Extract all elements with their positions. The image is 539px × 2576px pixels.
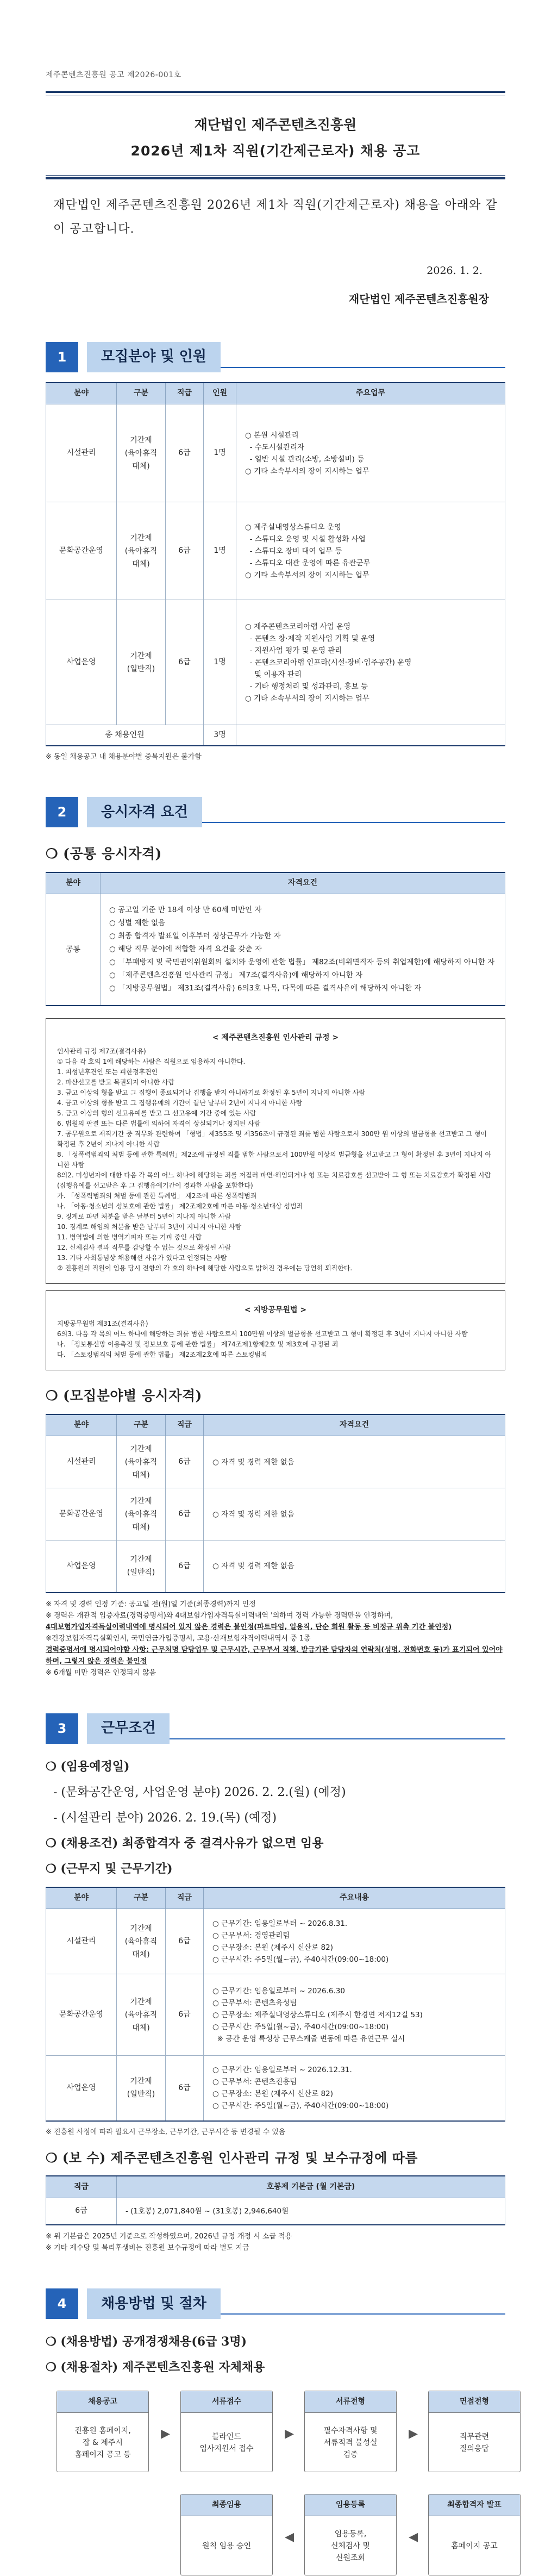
cell-line: - 기타 행정처리 및 성과관리, 홍보 등 (245, 682, 368, 691)
cell-line: ○ 근무기간: 임용일로부터 ~ 2026.12.31. (212, 2066, 352, 2075)
regulation-line: 9. 징계로 파면 처분을 받은 날부터 5년이 지나지 아니한 사람 (57, 1213, 231, 1220)
regulation-line: ② 진흥원의 직원이 임용 당시 전항의 각 호의 하나에 해당한 사람으로 밝혀진 경우에는 당연히 퇴직한다. (57, 1264, 353, 1272)
organization-name: 재단법인 제주콘텐츠진흥원 (194, 117, 357, 133)
grade-cell: 6급 (166, 1909, 204, 1974)
duties-cell (236, 502, 505, 600)
condition-line: ❍ (근무지 및 근무기간) (46, 1861, 173, 1876)
cell-line: 및 이용자 관리 (245, 670, 302, 679)
section-number: 4 (46, 2288, 78, 2319)
hiring-method-lines (46, 2333, 505, 2377)
table-row (46, 1436, 505, 1488)
column-header: 직급 (46, 2176, 117, 2198)
column-header: 분야 (46, 1414, 117, 1436)
note-line: ※ 경력은 개관적 입증자료(경력증명서)와 4대보험가입자격득실이력내역 '의하여 경력 가능한 경력만을 인정하며, (46, 1611, 393, 1620)
column-header: 직급 (166, 383, 204, 404)
section-rule (170, 1713, 505, 1739)
requirement-cell: ○ 자격 및 경력 제한 없음 (204, 1488, 505, 1540)
type-cell: 기간제 (일반직) (117, 1540, 166, 1593)
field-cell: 문화공간운영 (46, 502, 117, 600)
regulation-line: 8의2. 미성년자에 대한 다음 각 목의 어느 하나에 해당하는 죄를 저질러 파면·해임되거나 형 또는 치료감호를 선고받아 그 형 또는 치료감호가 확정된 사람(집행유예를 선고받은 후 그 집행유예기간이 경과한 사람을 포함한다) (57, 1171, 491, 1189)
column-header: 인원 (204, 383, 236, 404)
cell-line: ○ 제주실내영상스튜디오 운영 (245, 522, 341, 532)
column-header: 분야 (46, 872, 101, 894)
regulation-line: 가. 「성폭력범죄의 처벌 등에 관한 특례법」 제2조에 따른 성폭력범죄 (57, 1192, 257, 1200)
grade-cell: 6급 (166, 1974, 204, 2056)
total-empty (236, 725, 505, 746)
hiring-flow-row-1 (57, 2391, 505, 2472)
table-row (46, 2056, 505, 2121)
cell-line: ○ 기타 소속부서의 장이 지시하는 업무 (245, 694, 369, 703)
type-cell: 기간제 (육아휴직 대체) (117, 1974, 166, 2056)
issuer-name: 재단법인 제주콘텐츠진흥원장 (348, 292, 489, 305)
flow-step-title: 최종합격자 발표 (429, 2494, 520, 2516)
field-qualification-heading: ❍ (모집분야별 응시자격) (46, 1388, 202, 1404)
regulation-line: 13. 기타 사회통념상 채용해선 사유가 있다고 인정되는 사람 (57, 1254, 227, 1262)
type-cell: 기간제 (일반직) (117, 2056, 166, 2121)
work-condition-note: ※ 진흥원 사정에 따라 필요시 근무장소, 근무기간, 근무시간 등 변경될 수 있음 (46, 2128, 286, 2136)
cell-line: ※ 공간 운영 특성상 근무스케쥴 변동에 따른 유연근무 실시 (212, 2034, 405, 2043)
flow-step-title: 서류전형 (305, 2391, 396, 2413)
cell-line: ○ 근무부서: 콘텐츠육성팀 (212, 1998, 297, 2007)
table-row (46, 600, 505, 725)
flow-step-body: 임용등록, 신체검사 및 신원조회 (330, 2530, 371, 2562)
count-cell: 1명 (204, 404, 236, 502)
common-qualification-heading: ❍ (공통 응시자격) (46, 846, 162, 862)
pay-notes (46, 2231, 505, 2254)
box-title: < 제주콘텐츠진흥원 인사관리 규정 > (212, 1033, 339, 1042)
flow-step-card (57, 2391, 170, 2472)
count-cell: 1명 (204, 600, 236, 725)
cell-line: ○ 기타 소속부서의 장이 지시하는 업무 (245, 466, 369, 476)
requirement-cell: ○ 자격 및 경력 제한 없음 (204, 1436, 505, 1488)
flow-step-card (428, 2391, 521, 2472)
notice-title: 2026년 제1차 직원(기간제근로자) 채용 공고 (130, 142, 421, 159)
recruitment-table (46, 382, 505, 746)
regulation-line: 10. 징계로 해임의 처분을 받은 날부터 3년이 지나지 아니한 사람 (57, 1223, 242, 1231)
pay-note: ※ 기타 제수당 및 복리후생비는 진흥원 보수규정에 따라 별도 지급 (46, 2244, 249, 2252)
section-3-heading (46, 1713, 505, 1744)
column-header: 직급 (166, 1887, 204, 1909)
cell-line: - 콘텐츠 창·제작 지원사업 기획 및 운영 (245, 634, 375, 643)
cell-line: - 스튜디오 대관 운영에 따른 유관군무 (245, 558, 371, 567)
conditions-cell (204, 1974, 505, 2056)
pay-grade-cell: 6급 (46, 2198, 117, 2225)
column-header: 자격요건 (101, 872, 505, 894)
condition-line: ❍ (임용예정일) (46, 1759, 130, 1774)
requirement-item: ○ 「부패방지 및 국민권익위원회의 설치와 운영에 관한 법률」 제82조(비위면직자 등의 취업제한)에 해당하지 아니한 자 (109, 958, 495, 966)
flow-step-card (180, 2391, 294, 2472)
intro-text: 재단법인 제주콘텐츠진흥원 2026년 제1차 직원(기간제근로자) 채용을 아래와 같이 공고합니다. (53, 198, 498, 236)
field-qualification-body (46, 1436, 505, 1593)
regulation-line: 2. 파산선고를 받고 복권되지 아니한 사람 (57, 1078, 174, 1086)
pay-heading: ❍ (보 수) 제주콘텐츠진흥원 인사관리 규정 및 보수규정에 따름 (46, 2150, 418, 2166)
total-row (46, 725, 505, 746)
header-divider (46, 91, 505, 96)
regulation-line: 1. 피성년후견인 또는 피한정후견인 (57, 1068, 158, 1076)
section-1-heading (46, 342, 505, 372)
type-cell: 기간제 (육아휴직 대체) (117, 1909, 166, 1974)
pay-note: ※ 위 기본급은 2025년 기준으로 작성하였으며, 2026년 규정 개정 시 소급 적용 (46, 2232, 292, 2241)
method-line: ❍ (채용방법) 공개경쟁채용(6급 3명) (46, 2335, 247, 2349)
section-rule (221, 2288, 505, 2315)
law-line: 6의3. 다음 각 목의 어느 하나에 해당하는 죄를 범한 사람으로서 100만원 이상의 벌금형을 선고받고 그 형이 확정된 후 3년이 지나지 아니한 사람 (57, 1330, 468, 1338)
duties-cell (236, 600, 505, 725)
section-rule (221, 342, 505, 368)
hiring-flow-row-2 (57, 2494, 505, 2575)
flow-step-card (428, 2494, 521, 2575)
cell-line: ○ 근무시간: 주5일(월~금), 주40시간(09:00~18:00) (212, 1955, 389, 1964)
table-row (46, 502, 505, 600)
flow-step-title: 채용공고 (57, 2391, 148, 2413)
column-header: 구분 (117, 1887, 166, 1909)
pay-table (46, 2175, 505, 2225)
type-cell: 기간제 (육아휴직 대체) (117, 502, 166, 600)
requirement-item: ○ 「지방공무원법」 제31조(결격사유) 6의3호 나목, 다목에 따른 결격사유에 해당하지 아니한 자 (109, 984, 422, 993)
section-4-heading (46, 2288, 505, 2319)
field-cell: 사업운영 (46, 600, 117, 725)
requirement-item: ○ 최종 합격자 발표일 이후부터 정상근무가 가능한 자 (109, 932, 281, 940)
note-line: ※건강보험자격득실확인서, 국민연금가입증명서, 고용·산재보험자격이력내역서 중 1종 (46, 1634, 311, 1643)
cell-line: ○ 근무부서: 경영관리팀 (212, 1931, 290, 1940)
law-line: 지방공무원법 제31조(결격사유) (57, 1320, 148, 1327)
cell-line: ○ 기타 소속부서의 장이 지시하는 업무 (245, 570, 369, 579)
grade-cell: 6급 (166, 600, 204, 725)
pay-value-cell: - (1호봉) 2,071,840원 ~ (31호봉) 2,946,640원 (117, 2198, 505, 2225)
flow-step-card (304, 2391, 418, 2472)
flow-step-title: 면접전형 (429, 2391, 520, 2413)
cell-line: ○ 제주콘텐츠코리아랩 사업 운영 (245, 622, 351, 631)
regulation-line: 4. 금고 이상의 형을 받고 그 집행유예의 기간이 끝난 날부터 2년이 지나지 아니한 사람 (57, 1099, 303, 1107)
cell-line: ○ 근무장소: 본원 (제주시 신산로 82) (212, 2090, 333, 2099)
flow-step-body: 홈페이지 공고 (451, 2542, 498, 2550)
section-2-heading (46, 797, 505, 827)
column-header: 분야 (46, 1887, 117, 1909)
regulation-line: 인사관리 규정 제7조(결격사유) (57, 1047, 146, 1055)
cell-line: ○ 근무시간: 주5일(월~금), 주40시간(09:00~18:00) (212, 2101, 389, 2111)
column-header: 자격요건 (204, 1414, 505, 1436)
duties-cell (236, 404, 505, 502)
cell-line: ○ 근무기간: 임용일로부터 ~ 2026.6.30 (212, 1986, 345, 1995)
box-content (57, 1319, 494, 1360)
qualification-notes (46, 1599, 505, 1679)
section-number: 3 (46, 1713, 78, 1744)
arrow-icon: ▶ (409, 2427, 418, 2441)
flow-step-body: 원칙 임용 승인 (202, 2542, 252, 2550)
total-count: 3명 (204, 725, 236, 746)
method-line: ❍ (채용절차) 제주콘텐츠진흥원 자체채용 (46, 2360, 265, 2374)
requirement-item: ○ 「제주콘텐츠진흥원 인사관리 규정」 제7조(결격사유)에 해당하지 아니한 자 (109, 971, 363, 980)
flow-step-title: 임용등록 (305, 2494, 396, 2516)
table-row (46, 1540, 505, 1593)
note-line: 4대보험가입자격득실이력내역에 명시되어 있지 않은 경력은 불인정(파트타임, 일용직, 단순 회원 활동 등 비정규 위촉 기간 불인정) (46, 1623, 452, 1631)
condition-line: - (시설관리 분야) 2026. 2. 19.(목) (예정) (46, 1811, 277, 1825)
law-line: 다. 「스토킹범죄의 처벌 등에 관한 법률」 제2조제2호에 따른 스토킹범죄 (57, 1351, 267, 1358)
field-cell: 사업운영 (46, 2056, 117, 2121)
section-number: 2 (46, 797, 78, 827)
civil-service-law-box (46, 1290, 505, 1370)
note-line: ※ 자격 및 경력 인정 기준: 공고일 전(원)일 기준(최종경력)까지 인정 (46, 1600, 256, 1608)
requirement-item: ○ 성별 제한 없음 (109, 919, 165, 927)
note-line: ※ 6개월 미만 경력은 인정되지 않음 (46, 1668, 156, 1677)
cell-line: ○ 본원 시설관리 (245, 431, 299, 440)
flow-spacer (57, 2494, 149, 2575)
field-cell: 시설관리 (46, 1436, 117, 1488)
flow-step-card (180, 2494, 294, 2575)
total-label: 총 채용인원 (46, 725, 204, 746)
work-condition-lines (46, 1758, 505, 1878)
common-field-cell: 공통 (46, 894, 101, 1006)
table-row (46, 1488, 505, 1540)
column-header: 구분 (117, 383, 166, 404)
arrow-icon: ◀ (409, 2530, 418, 2544)
notice-date: 2026. 1. 2. (427, 265, 482, 277)
grade-cell: 6급 (166, 2056, 204, 2121)
hr-regulation-box (46, 1018, 505, 1284)
cell-line: ○ 근무부서: 콘텐츠진흥팀 (212, 2078, 297, 2087)
cell-line: - 지원사업 평가 및 운영 관리 (245, 646, 342, 655)
flow-step-title: 서류접수 (181, 2391, 272, 2413)
flow-step-title: 최종임용 (181, 2494, 272, 2516)
regulation-line: 3. 금고 이상의 형을 받고 그 집행이 종료되거나 집행을 받지 아니하기로 확정된 후 5년이 지나지 아니한 사람 (57, 1089, 365, 1096)
type-cell: 기간제 (육아휴직 대체) (117, 1436, 166, 1488)
section-rule (202, 797, 505, 823)
grade-cell: 6급 (166, 1436, 204, 1488)
column-header: 구분 (117, 1414, 166, 1436)
field-qualification-table (46, 1414, 505, 1593)
condition-line: ❍ (채용조건) 최종합격자 중 결격사유가 없으면 임용 (46, 1836, 324, 1850)
cell-line: ○ 근무장소: 제주실내영상스튜디오 (제주시 한경면 저지12길 53) (212, 2010, 423, 2019)
cell-line: - 스튜디오 장비 대여 업무 등 (245, 546, 342, 556)
condition-line: - (문화공간운영, 사업운영 분야) 2026. 2. 2.(월) (예정) (46, 1785, 346, 1799)
box-content (57, 1046, 494, 1274)
section-title: 근무조건 (87, 1713, 170, 1744)
column-header: 주요내용 (204, 1887, 505, 1909)
column-header: 호봉제 기본급 (월 기본급) (117, 2176, 505, 2198)
table-row (46, 1909, 505, 1974)
column-header: 분야 (46, 383, 117, 404)
conditions-cell (204, 2056, 505, 2121)
count-cell: 1명 (204, 502, 236, 600)
grade-cell: 6급 (166, 1540, 204, 1593)
box-title: < 지방공무원법 > (244, 1306, 307, 1314)
field-cell: 시설관리 (46, 1909, 117, 1974)
field-cell: 시설관리 (46, 404, 117, 502)
requirement-cell: ○ 자격 및 경력 제한 없음 (204, 1540, 505, 1593)
requirement-item: ○ 공고일 기준 만 18세 이상 만 60세 미만인 자 (109, 906, 262, 914)
field-cell: 문화공간운영 (46, 1974, 117, 2056)
notice-number: 제주콘텐츠진흥원 공고 제2026-001호 (46, 71, 181, 79)
section-number: 1 (46, 342, 78, 372)
field-cell: 사업운영 (46, 1540, 117, 1593)
note-line: 경력증명서에 명시되어야할 사항: 근무처명 담당업무 및 근무시간, 근무부서 직책, 발급기관 담당자의 연락처(성명, 전화번호 등)가 표기되어 있어야 하며, 그렇지 않은 경력은 불인정 (46, 1645, 503, 1666)
cell-line: ○ 근무기간: 임용일로부터 ~ 2026.8.31. (212, 1919, 348, 1928)
arrow-icon: ▶ (161, 2427, 170, 2441)
section-title: 채용방법 및 절차 (87, 2288, 221, 2319)
grade-cell: 6급 (166, 1488, 204, 1540)
recruitment-table-body (46, 404, 505, 746)
type-cell: 기간제 (육아휴직 대체) (117, 404, 166, 502)
grade-cell: 6급 (166, 404, 204, 502)
regulation-line: 12. 신체검사 결과 직무를 감당할 수 없는 것으로 확정된 사람 (57, 1244, 231, 1251)
regulation-line: 나. 「아동·청소년의 성보호에 관한 법률」 제2조제2호에 따른 아동·청소년대상 성범죄 (57, 1202, 303, 1210)
section-title: 응시자격 요건 (87, 797, 202, 827)
common-requirements-cell (101, 894, 505, 1006)
flow-step-body: 블라인드 입사지원서 접수 (199, 2432, 254, 2453)
work-condition-body (46, 1909, 505, 2121)
grade-cell: 6급 (166, 502, 204, 600)
common-qualification-table (46, 872, 505, 1007)
type-cell: 기간제 (육아휴직 대체) (117, 1488, 166, 1540)
cell-line: ○ 근무시간: 주5일(월~금), 주40시간(09:00~18:00) (212, 2022, 389, 2031)
regulation-line: 8. 「성폭력범죄의 처벌 등에 관한 특례법」제2조에 규정된 죄를 범한 사람으로서 100만원 이상의 벌금형을 선고받고 그 형이 확정된 후 3년이 지나지 아니한 사람 (57, 1151, 492, 1169)
cell-line: ○ 근무장소: 본원 (제주시 신산로 82) (212, 1943, 333, 1952)
table-row (46, 1974, 505, 2056)
section-1-footnote: ※ 동일 채용공고 내 채용분야별 중복지원은 불가함 (46, 752, 202, 761)
arrow-icon: ▶ (285, 2427, 294, 2441)
regulation-line: 6. 법원의 판결 또는 다른 법률에 의하여 자격이 상실되거나 정지된 사람 (57, 1120, 261, 1127)
work-condition-table (46, 1887, 505, 2122)
arrow-icon: ◀ (285, 2530, 294, 2544)
type-cell: 기간제 (일반직) (117, 600, 166, 725)
flow-step-body: 진흥원 홈페이지, 잡 & 제주시 홈페이지 공고 등 (74, 2427, 131, 2459)
flow-step-body: 필수자격사항 및 서류적격 불성실 검증 (323, 2427, 378, 2459)
cell-line: - 스튜디오 운영 및 시설 활성화 사업 (245, 534, 366, 544)
cell-line: - 수도시설관리자 (245, 442, 305, 452)
flow-step-body: 직무관련 질의응답 (459, 2432, 490, 2453)
conditions-cell (204, 1909, 505, 1974)
column-header: 주요업무 (236, 383, 505, 404)
column-header: 직급 (166, 1414, 204, 1436)
cell-line: - 일반 시설 관리(소방, 소방설비) 등 (245, 454, 365, 464)
law-line: 나. 「정보통신망 이용촉진 및 정보보호 등에 관한 법률」 제74조제1항제2호 및 제3호에 규정된 죄 (57, 1340, 339, 1348)
section-title: 모집분야 및 인원 (87, 342, 221, 372)
flow-step-card (304, 2494, 418, 2575)
regulation-line: 5. 금고 이상의 형의 선고유예를 받고 그 선고유예 기간 중에 있는 사람 (57, 1109, 256, 1117)
regulation-line: 11. 병역법에 의한 병역기피자 또는 기피 중인 사람 (57, 1233, 202, 1241)
cell-line: - 콘텐츠코리아랩 인프라(시설·장비·입주공간) 운영 (245, 658, 412, 667)
header-divider-bottom (46, 175, 505, 179)
regulation-line: 7. 공무원으로 재직기간 중 직무와 관련하여 「형법」제355조 및 제356조에 규정된 죄를 범한 사람으로서 300만 원 이상의 벌금형을 선고받고 그 형이 확정된 후 2년이 지나지 아니한 사람 (57, 1130, 487, 1148)
regulation-line: ① 다음 각 호의 1에 해당하는 사람은 직원으로 임용하지 아니한다. (57, 1058, 246, 1065)
requirement-item: ○ 해당 직무 분야에 적합한 자격 요건을 갖춘 자 (109, 945, 262, 953)
field-cell: 문화공간운영 (46, 1488, 117, 1540)
table-row (46, 404, 505, 502)
